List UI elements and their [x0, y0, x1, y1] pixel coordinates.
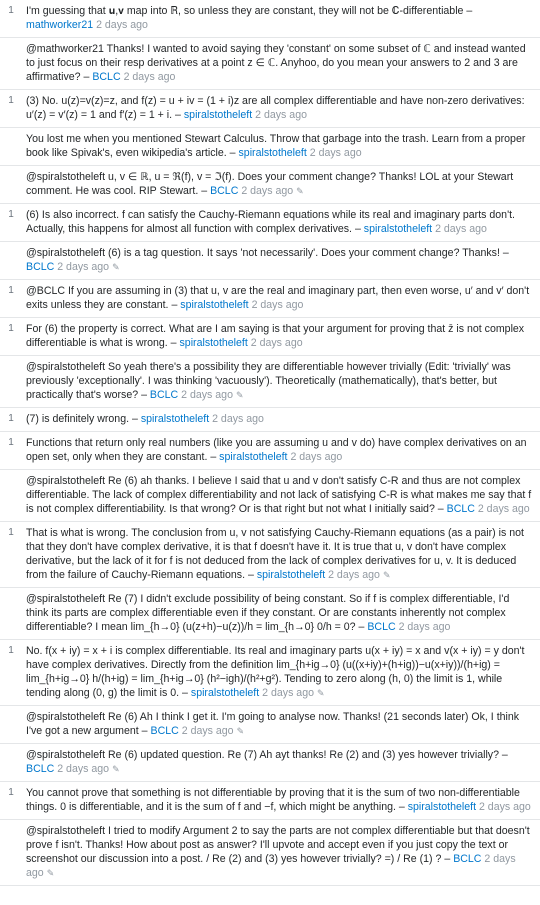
- comment-body: [26, 284, 532, 312]
- comment-13: [0, 470, 540, 522]
- comment-body: [26, 246, 532, 274]
- comment-date[interactable]: 2 days ago: [398, 621, 451, 633]
- comment-date[interactable]: 2 days ago: [309, 147, 362, 159]
- comment-4: [0, 128, 540, 166]
- comment-score[interactable]: 1: [8, 209, 14, 220]
- comment-body: [26, 170, 532, 198]
- comment-user-link[interactable]: spiralstotheleft: [363, 223, 433, 235]
- comment-user-link[interactable]: spiralstotheleft: [179, 337, 248, 349]
- comment-body: [26, 786, 532, 814]
- comment-text: You cannot prove that something is not differentiable by proving that it is the sum of two non-differentiable things. 0 is differentiable, and it is the sum of f and −f, which might be anything. –: [26, 787, 520, 813]
- comment-date[interactable]: 2 days ago: [251, 299, 304, 311]
- comment-text: @mathworker21 Thanks! I wanted to avoid saying they 'constant' on some subset of ℂ and instead wanted to just focus on their resp derivatives at a point z ∈ ℂ. Anyhoo, do you mean your answers to 2 and 3 are affirmative? –: [26, 43, 526, 83]
- edit-pencil-icon: ✎: [296, 186, 304, 196]
- comment-text: @spiralstotheleft Re (7) I didn't exclude possibility of being constant. So if f is complex differentiable, I'd think its parts are complex differentiable even if they constant. Or are constants inherently not complex differentiable? I mean lim_{h→0} (u(z+h)−u(z))/h = lim_{h→0} 0/h = 0? –: [26, 593, 510, 633]
- comment-body: [26, 474, 532, 516]
- comment-body: [26, 526, 532, 582]
- comment-user-link[interactable]: BCLC: [210, 185, 239, 197]
- comment-date[interactable]: 2 days ago: [328, 569, 380, 581]
- comment-9: [0, 318, 540, 356]
- comment-text: No. f(x + iy) = x + i is complex differentiable. Its real and imaginary parts u(x + iy) = x and v(x + iy) = y don't have complex derivatives. Directly from the definition lim_{h+ig→0} (u((x+iy)+(h+ig))−u(x+iy))/(h+ig) = lim_{h+ig→0} h/(h+ig) = lim_{h+ig→0} (h²−igh)/(h²+g²). Tending to zero along (h, 0) the limit is 1, while tending along (0, g) the limit is 0. –: [26, 645, 525, 699]
- comment-body: [26, 360, 532, 402]
- comment-date[interactable]: 2 days ago: [477, 503, 530, 515]
- comment-text: Functions that return only real numbers (like you are assuming u and v do) have complex derivatives on an open set, only when they are constant. –: [26, 437, 527, 463]
- comment-date[interactable]: 2 days ago: [96, 19, 148, 31]
- comment-7: [0, 242, 540, 280]
- comment-score[interactable]: 1: [8, 323, 14, 334]
- comment-10: [0, 356, 540, 408]
- comment-user-link[interactable]: BCLC: [367, 621, 396, 633]
- comment-user-link[interactable]: BCLC: [149, 389, 179, 401]
- comment-3: [0, 90, 540, 128]
- comment-user-link[interactable]: spiralstotheleft: [183, 109, 253, 121]
- comment-user-link[interactable]: spiralstotheleft: [140, 413, 210, 425]
- comment-date[interactable]: 2 days ago: [435, 223, 487, 235]
- comment-user-link[interactable]: spiralstotheleft: [407, 801, 477, 813]
- comment-body: [26, 644, 532, 700]
- comment-text: @spiralstotheleft So yeah there's a possibility they are differentiable however trivially (Edit: 'trivially' was previously 'exceptionally'. I was thinking 'vacuously'). Theoretically (mathematically), that's better, but practically that's worse? –: [26, 361, 511, 401]
- comment-18: [0, 744, 540, 782]
- comment-8: [0, 280, 540, 318]
- comment-body: [26, 592, 532, 634]
- comment-body: [26, 42, 532, 84]
- comment-user-link[interactable]: BCLC: [26, 261, 55, 273]
- comment-score[interactable]: 1: [8, 645, 14, 656]
- comment-text: @spiralstotheleft u, v ∈ ℝ, u = ℜ(f), v = ℑ(f). Does your comment change? Thanks! LOL at your Stewart comment. He was cool. RIP Stewart. –: [26, 171, 514, 197]
- comment-body: [26, 710, 532, 738]
- comment-user-link[interactable]: BCLC: [150, 725, 179, 737]
- comment-user-link[interactable]: spiralstotheleft: [238, 147, 307, 159]
- comment-user-link[interactable]: spiralstotheleft: [180, 299, 249, 311]
- edit-pencil-icon: ✎: [46, 868, 55, 878]
- comment-score[interactable]: 1: [8, 787, 14, 798]
- comment-user-link[interactable]: BCLC: [453, 853, 482, 865]
- comment-15: [0, 588, 540, 640]
- comment-19: [0, 782, 540, 820]
- comment-text: I'm guessing that 𝐮,𝐯 map into ℝ, so unless they are constant, they will not be ℂ-differentiable –: [26, 5, 473, 17]
- comment-body: [26, 412, 532, 426]
- comment-date[interactable]: 2 days ago: [478, 801, 531, 813]
- comment-text: That is what is wrong. The conclusion from u, v not satisfying Cauchy-Riemann equations (as a pair) is not that they don't have complex derivative, it is that f doesn't have it. It is true that u, v don't have complex derivative, but the lack of it for f is not deduced from the lack of complex derivatives for u, v. It is deduced from the failure of Cauchy-Riemann equations. –: [26, 527, 524, 581]
- comment-20: [0, 820, 540, 886]
- comment-text: @spiralstotheleft I tried to modify Argument 2 to say the parts are not complex differentiable but that doesn't prove f isn't. Thanks! How about post as answer? I'll upvote and accept even if you just copy the text or screenshot our discussion into a post. / Re (2) and (3) yes however trivially? =) / Re (1) ? –: [26, 825, 530, 865]
- edit-pencil-icon: ✎: [112, 764, 120, 774]
- comment-date[interactable]: 2 days ago: [57, 763, 110, 775]
- comment-text: @spiralstotheleft Re (6) Ah I think I get it. I'm going to analyse now. Thanks! (21 seconds later) Ok, I think I've got a new argument –: [26, 711, 520, 737]
- comment-user-link[interactable]: BCLC: [92, 71, 121, 83]
- comment-date[interactable]: 2 days ago: [181, 725, 234, 737]
- comment-text: @BCLC If you are assuming in (3) that u, v are the real and imaginary part, then even worse, u′ and v′ don't exits unless they are constant. –: [26, 285, 530, 311]
- comment-16: [0, 640, 540, 706]
- comment-body: [26, 322, 532, 350]
- comment-text: (7) is definitely wrong. –: [26, 413, 141, 425]
- comment-text: You lost me when you mentioned Stewart Calculus. Throw that garbage into the trash. Learn from a proper book like Spivak's, even wikipedia's article. –: [26, 133, 526, 159]
- comment-date[interactable]: 2 days ago: [241, 185, 294, 197]
- comment-body: [26, 436, 532, 464]
- edit-pencil-icon: ✎: [382, 570, 391, 580]
- edit-pencil-icon: ✎: [317, 688, 325, 698]
- comment-user-link[interactable]: spiralstotheleft: [256, 569, 326, 581]
- comment-date[interactable]: 2 days ago: [57, 261, 110, 273]
- comment-score[interactable]: 1: [8, 285, 14, 296]
- comment-text: @spiralstotheleft Re (6) ah thanks. I believe I said that u and v don't satisfy C-R and thus are not complex differentiable. The lack of complex differentiability and not lack of satisfying C-R is what makes me say that f is not complex differentiability. Is that wrong? Or is that right but not what I initially said? –: [26, 475, 532, 515]
- comment-date[interactable]: 2 days ago: [262, 687, 314, 699]
- comment-1: [0, 0, 540, 38]
- comment-date[interactable]: 2 days ago: [255, 109, 307, 121]
- comment-date[interactable]: 2 days ago: [26, 853, 516, 879]
- comment-6: [0, 204, 540, 242]
- comment-score[interactable]: 1: [8, 527, 14, 538]
- comment-date[interactable]: 2 days ago: [181, 389, 233, 401]
- comment-score[interactable]: 1: [8, 95, 14, 106]
- edit-pencil-icon: ✎: [236, 726, 245, 736]
- comment-2: [0, 38, 540, 90]
- comment-user-link[interactable]: BCLC: [26, 763, 55, 775]
- comment-score[interactable]: 1: [8, 437, 14, 448]
- comment-5: [0, 166, 540, 204]
- edit-pencil-icon: ✎: [235, 390, 244, 400]
- comment-score[interactable]: 1: [8, 5, 14, 16]
- comment-12: [0, 432, 540, 470]
- comment-body: [26, 824, 532, 880]
- comment-body: [26, 4, 532, 32]
- comment-text: (3) No. u(z)=v(z)=z, and f(z) = u + iv = (1 + i)z are all complex differentiable and have non-zero derivatives: u′(z) = v′(z) = 1 and f′(z) = 1 + i. –: [26, 95, 525, 121]
- comment-date[interactable]: 2 days ago: [123, 71, 176, 83]
- comment-user-link[interactable]: spiralstotheleft: [219, 451, 288, 463]
- comment-text: @spiralstotheleft Re (6) updated question. Re (7) Ah ayt thanks! Re (2) and (3) yes however trivially? –: [26, 749, 508, 761]
- comment-text: (6) Is also incorrect. f can satisfy the Cauchy-Riemann equations while its real and imaginary parts don't. Actually, this happens for almost all function with complex derivatives. –: [26, 209, 515, 235]
- comment-user-link[interactable]: BCLC: [446, 503, 475, 515]
- comment-date[interactable]: 2 days ago: [212, 413, 264, 425]
- comment-14: [0, 522, 540, 588]
- comment-body: [26, 208, 532, 236]
- comment-text: @spiralstotheleft (6) is a tag question. It says 'not necessarily'. Does your comment change? Thanks! –: [26, 247, 509, 259]
- comment-body: [26, 94, 532, 122]
- comment-user-link[interactable]: spiralstotheleft: [190, 687, 260, 699]
- comment-body: [26, 748, 532, 776]
- edit-pencil-icon: ✎: [112, 262, 120, 272]
- comment-date[interactable]: 2 days ago: [250, 337, 303, 349]
- comment-body: [26, 132, 532, 160]
- comment-user-link[interactable]: mathworker21: [26, 19, 94, 31]
- comment-date[interactable]: 2 days ago: [290, 451, 343, 463]
- comment-17: [0, 706, 540, 744]
- comment-11: [0, 408, 540, 432]
- comment-score[interactable]: 1: [8, 413, 14, 424]
- comment-text: For (6) the property is correct. What are I am saying is that your argument for proving that z̄ is not complex differentiable is what is wrong. –: [26, 323, 525, 349]
